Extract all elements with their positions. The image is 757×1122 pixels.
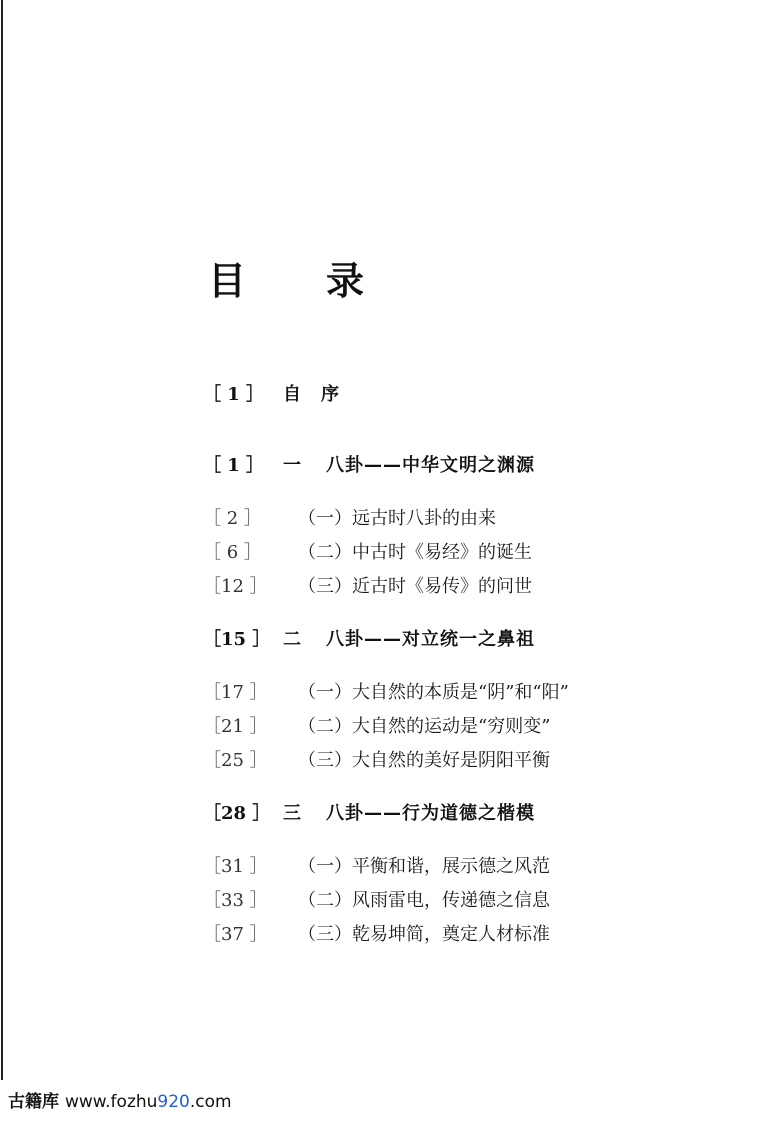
toc-entry-title: （三）近古时《易传》的问世	[298, 576, 532, 597]
toc-page-number: ［28 ］	[203, 803, 271, 824]
toc-entry-title: （二）大自然的运动是“穷则变”	[298, 716, 551, 737]
toc-entry-title: （一）远古时八卦的由来	[298, 508, 496, 529]
watermark-site-name: 古籍库	[8, 1092, 59, 1112]
toc-page-number: ［ 2 ］	[203, 508, 262, 529]
toc-page-number: ［17 ］	[203, 682, 268, 703]
toc-page-number: ［31 ］	[203, 856, 268, 877]
toc-entry-title: 八卦——对立统一之鼻祖	[326, 629, 535, 650]
toc-entry-title: （三）乾易坤简，奠定人材标准	[298, 924, 550, 945]
toc-entry-title: 八卦——行为道德之楷模	[326, 803, 535, 824]
toc-page-number: ［ 1 ］	[203, 384, 265, 405]
title-part-2: 录	[326, 259, 365, 303]
watermark-url-prefix: www.fozhu	[65, 1092, 158, 1112]
title-part-1: 目	[208, 259, 247, 303]
toc-page-number: ［21 ］	[203, 716, 268, 737]
toc-entry-title: （一）平衡和谐，展示德之风范	[298, 856, 550, 877]
toc-section-number: 一	[283, 455, 301, 476]
toc-page-number: ［25 ］	[203, 750, 268, 771]
toc-page-number: ［33 ］	[203, 890, 268, 911]
toc-page-number: ［37 ］	[203, 924, 268, 945]
toc-page-number: ［12 ］	[203, 576, 268, 597]
watermark-url-highlight: 920	[157, 1092, 190, 1112]
watermark-url	[65, 1092, 232, 1112]
toc-page-number: ［ 1 ］	[203, 455, 265, 476]
toc-section-number: 二	[283, 629, 301, 650]
toc-entry-title: （二）中古时《易经》的诞生	[298, 542, 532, 563]
watermark-url-suffix: .com	[189, 1092, 232, 1112]
toc-page-number: ［15 ］	[203, 629, 271, 650]
toc-page-number: ［ 6 ］	[203, 542, 262, 563]
toc-section-number: 三	[283, 803, 301, 824]
toc-entry-title: （三）大自然的美好是阴阳平衡	[298, 750, 550, 771]
toc-entry-title: 八卦——中华文明之渊源	[326, 455, 535, 476]
toc-entry-title: （二）风雨雷电，传递德之信息	[298, 890, 550, 911]
site-watermark[interactable]	[8, 1089, 232, 1115]
toc-entry-title: （一）大自然的本质是“阴”和“阳”	[298, 682, 569, 703]
toc-entry-title: 自序	[283, 384, 359, 405]
